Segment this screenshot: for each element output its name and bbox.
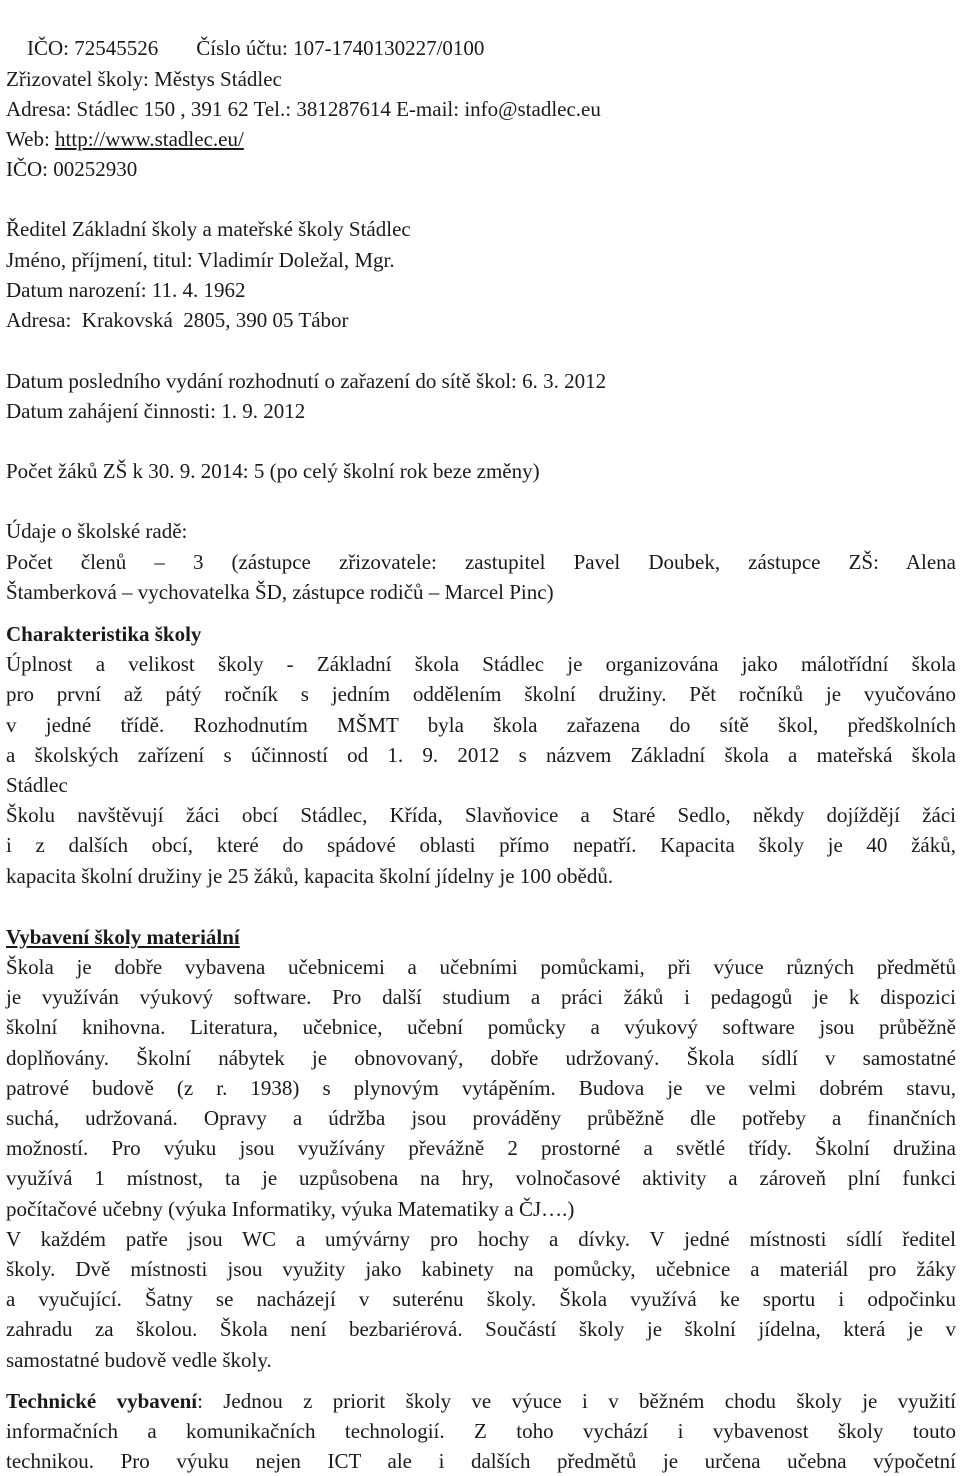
founder-web (6, 124, 244, 154)
equipment-line: využívá 1 místnost, ta je uzpůsobena na hry, volnočasové aktivity a zároveň plní funkci (6, 1166, 956, 1190)
council-line-1: Počet členů – 3 (zástupce zřizovatele: zastupitel Pavel Doubek, zástupce ZŠ: Alena (6, 550, 956, 574)
equipment-line: doplňovány. Školní nábytek je obnovovaný, dobře udržovaný. Škola sídlí v samostatné (6, 1046, 956, 1070)
equipment-line: školy. Dvě místnosti jsou využity jako kabinety na pomůcky, učebnice a materiál pro žáky (6, 1257, 956, 1281)
equipment-line: školní knihovna. Literatura, učebnice, učební pomůcky a výukový software jsou průběžně (6, 1015, 956, 1039)
council-line-2: Štamberková – vychovatelka ŠD, zástupce rodičů – Marcel Pinc) (6, 580, 554, 604)
equipment-line: zahradu za školou. Škola není bezbariérová. Součástí školy je školní jídelna, která je v (6, 1317, 956, 1341)
founder-ico: IČO: 00252930 (6, 157, 138, 181)
characteristics-line: kapacita školní družiny je 25 žáků, kapacita školní jídelny je 100 obědů. (6, 864, 614, 888)
technical-heading: Technické vybavení (6, 1389, 198, 1413)
council-title: Údaje o školské radě: (6, 519, 188, 543)
equipment-heading: Vybavení školy materiální (6, 925, 240, 949)
characteristics-line: Stádlec (6, 773, 68, 797)
web-label: Web: (6, 127, 56, 151)
founder-line: Zřizovatel školy: Městys Stádlec (6, 67, 282, 91)
registration-date: Datum posledního vydání rozhodnutí o zařazení do sítě škol: 6. 3. 2012 (6, 369, 607, 393)
technical-line: technikou. Pro výuku nejen ICT ale i dalších předmětů je určena učebna výpočetní (6, 1449, 956, 1473)
director-name: Jméno, příjmení, titul: Vladimír Doležal, Mgr. (6, 248, 395, 272)
bank-account: Číslo účtu: 107-1740130227/0100 (196, 36, 485, 60)
characteristics-line: v jedné třídě. Rozhodnutím MŠMT byla škola zařazena do sítě škol, předškolních (6, 713, 956, 737)
director-address: Adresa: Krakovská 2805, 390 05 Tábor (6, 308, 349, 332)
start-date: Datum zahájení činnosti: 1. 9. 2012 (6, 399, 306, 423)
founder-address: Adresa: Stádlec 150 , 391 62 Tel.: 381287614 E-mail: info@stadlec.eu (6, 97, 601, 121)
technical-first-line (6, 1386, 956, 1416)
equipment-line: suchá, udržovaná. Opravy a údržba jsou prováděny průběžně dle potřeby a finančních (6, 1106, 956, 1130)
equipment-line: možností. Pro výuku jsou využívány převážně 2 prostorné a světlé třídy. Školní družina (6, 1136, 956, 1160)
equipment-line: samostatné budově vedle školy. (6, 1348, 272, 1372)
characteristics-line: i z dalších obcí, které do spádové oblasti přímo nepatří. Kapacita školy je 40 žáků, (6, 833, 956, 857)
equipment-line: je využíván výukový software. Pro další studium a práci žáků i pedagogů je k dispozici (6, 985, 956, 1009)
characteristics-line: Úplnost a velikost školy - Základní škola Stádlec je organizována jako málotřídní škola (6, 652, 956, 676)
equipment-line: patrové budově (z r. 1938) s plynovým vytápěním. Budova je ve velmi dobrém stavu, (6, 1076, 956, 1100)
equipment-line: počítačové učebny (výuka Informatiky, výuka Matematiky a ČJ….) (6, 1197, 575, 1221)
equipment-line: V každém patře jsou WC a umývárny pro hochy a dívky. V jedné místnosti sídlí ředitel (6, 1227, 956, 1251)
equipment-line: Škola je dobře vybavena učebnicemi a učebními pomůckami, při výuce různých předmětů (6, 955, 956, 979)
characteristics-line: a školských zařízení s účinností od 1. 9. 2012 s názvem Základní škola a mateřská škola (6, 743, 956, 767)
characteristics-line: pro první až pátý ročník s jedním oddělením školní družiny. Pět ročníků je vyučováno (6, 682, 956, 706)
characteristics-heading: Charakteristika školy (6, 622, 202, 646)
technical-line: informačních a komunikačních technologií. Z toho vychází i vybavenost školy touto (6, 1419, 956, 1443)
technical-first-text: : Jednou z priorit školy ve výuce i v běžném chodu školy je využití (197, 1389, 957, 1413)
school-ico: IČO: 72545526 (27, 36, 159, 60)
director-title: Ředitel Základní školy a mateřské školy Stádlec (6, 217, 411, 241)
equipment-line: a vyučující. Šatny se nacházejí v suterénu školy. Škola využívá ke sportu i odpočinku (6, 1287, 956, 1311)
web-link[interactable]: http://www.stadlec.eu/ (55, 127, 244, 151)
director-birthdate: Datum narození: 11. 4. 1962 (6, 278, 246, 302)
pupil-count: Počet žáků ZŠ k 30. 9. 2014: 5 (po celý školní rok beze změny) (6, 459, 540, 483)
characteristics-line: Školu navštěvují žáci obcí Stádlec, Křída, Slavňovice a Staré Sedlo, někdy dojíždějí žáci (6, 803, 956, 827)
